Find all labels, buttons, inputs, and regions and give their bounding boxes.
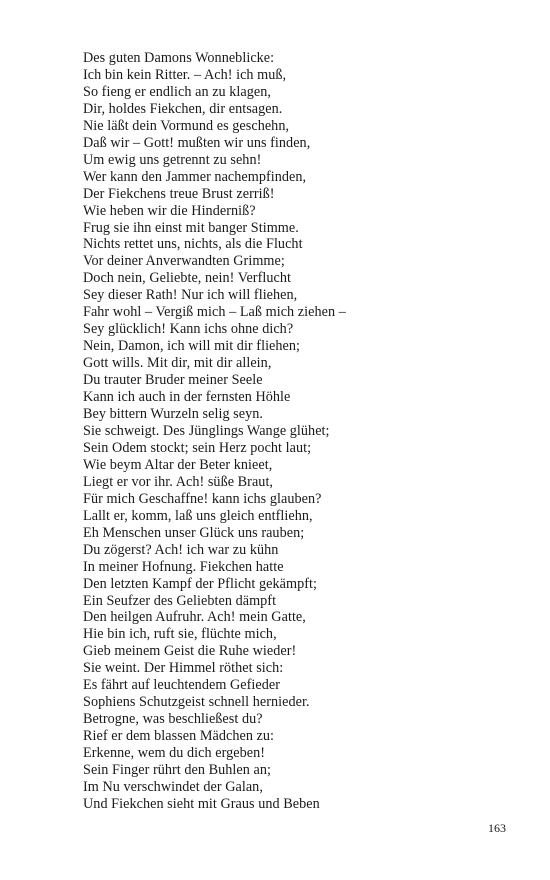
poem-line: Gieb meinem Geist die Ruhe wieder! — [83, 643, 297, 660]
poem-line: Sie weint. Der Himmel röthet sich: — [83, 660, 284, 677]
poem-line: Gott wills. Mit dir, mit dir allein, — [83, 355, 272, 372]
poem-line: Den heilgen Aufruhr. Ach! mein Gatte, — [83, 609, 306, 626]
poem-line: Wie heben wir die Hinderniß? — [83, 202, 256, 219]
poem-line: Sein Finger rührt den Buhlen an; — [83, 762, 271, 779]
poem-line: Wie beym Altar der Beter knieet, — [83, 456, 273, 473]
poem-line: Sophiens Schutzgeist schnell hernieder. — [83, 694, 310, 711]
poem-line: Erkenne, wem du dich ergeben! — [83, 745, 266, 762]
poem-line: Frug sie ihn einst mit banger Stimme. — [83, 219, 299, 236]
poem-line: Sie schweigt. Des Jünglings Wange glühet; — [83, 422, 330, 439]
poem-line: Hie bin ich, ruft sie, flüchte mich, — [83, 626, 277, 643]
poem-line: Fahr wohl – Vergiß mich – Laß mich ziehen – — [83, 304, 346, 321]
poem-line: Sey dieser Rath! Nur ich will fliehen, — [83, 287, 298, 304]
page-number: 163 — [488, 821, 506, 835]
poem-line: Rief er dem blassen Mädchen zu: — [83, 728, 275, 745]
poem-text — [83, 50, 503, 813]
poem-line: Ein Seufzer des Geliebten dämpft — [83, 592, 277, 609]
poem-line: Nie läßt dein Vormund es geschehn, — [83, 117, 290, 134]
poem-line: Den letzten Kampf der Pflicht gekämpft; — [83, 575, 317, 592]
poem-line: Betrogne, was beschließest du? — [83, 711, 263, 728]
poem-line: Wer kann den Jammer nachempfinden, — [83, 168, 307, 185]
poem-line: Sey glücklich! Kann ichs ohne dich? — [83, 321, 294, 338]
poem-line: Nichts rettet uns, nichts, als die Flucht — [83, 236, 303, 253]
poem-line: Des guten Damons Wonneblicke: — [83, 50, 275, 66]
poem-line: Bey bittern Wurzeln selig seyn. — [83, 406, 263, 423]
poem-line: Du trauter Bruder meiner Seele — [83, 372, 263, 389]
poem-line: Ich bin kein Ritter. – Ach! ich muß, — [83, 66, 287, 83]
poem-line: Du zögerst? Ach! ich war zu kühn — [83, 541, 279, 558]
poem-line: Vor deiner Anverwandten Grimme; — [83, 253, 285, 270]
poem-line: Und Fiekchen sieht mit Graus und Beben — [83, 795, 320, 812]
poem-line: Kann ich auch in der fernsten Höhle — [83, 389, 291, 406]
poem-line: Im Nu verschwindet der Galan, — [83, 778, 263, 795]
poem-line: Sein Odem stockt; sein Herz pocht laut; — [83, 439, 312, 456]
poem-line: Daß wir – Gott! mußten wir uns finden, — [83, 134, 311, 151]
poem-line: Um ewig uns getrennt zu sehn! — [83, 151, 262, 168]
poem-line: Nein, Damon, ich will mit dir fliehen; — [83, 338, 301, 355]
poem-line: Lallt er, komm, laß uns gleich entfliehn, — [83, 507, 313, 524]
poem-line: Doch nein, Geliebte, nein! Verflucht — [83, 270, 291, 287]
poem-line: Es fährt auf leuchtendem Gefieder — [83, 677, 281, 694]
poem-line: Der Fiekchens treue Brust zerriß! — [83, 185, 275, 202]
poem-line: Eh Menschen unser Glück uns rauben; — [83, 524, 305, 541]
poem-line: So fieng er endlich an zu klagen, — [83, 83, 271, 100]
poem-line: In meiner Hofnung. Fiekchen hatte — [83, 558, 284, 575]
poem-line: Liegt er vor ihr. Ach! süße Braut, — [83, 473, 274, 490]
poem-line: Dir, holdes Fiekchen, dir entsagen. — [83, 100, 283, 117]
poem-line: Für mich Geschaffne! kann ichs glauben? — [83, 490, 322, 507]
